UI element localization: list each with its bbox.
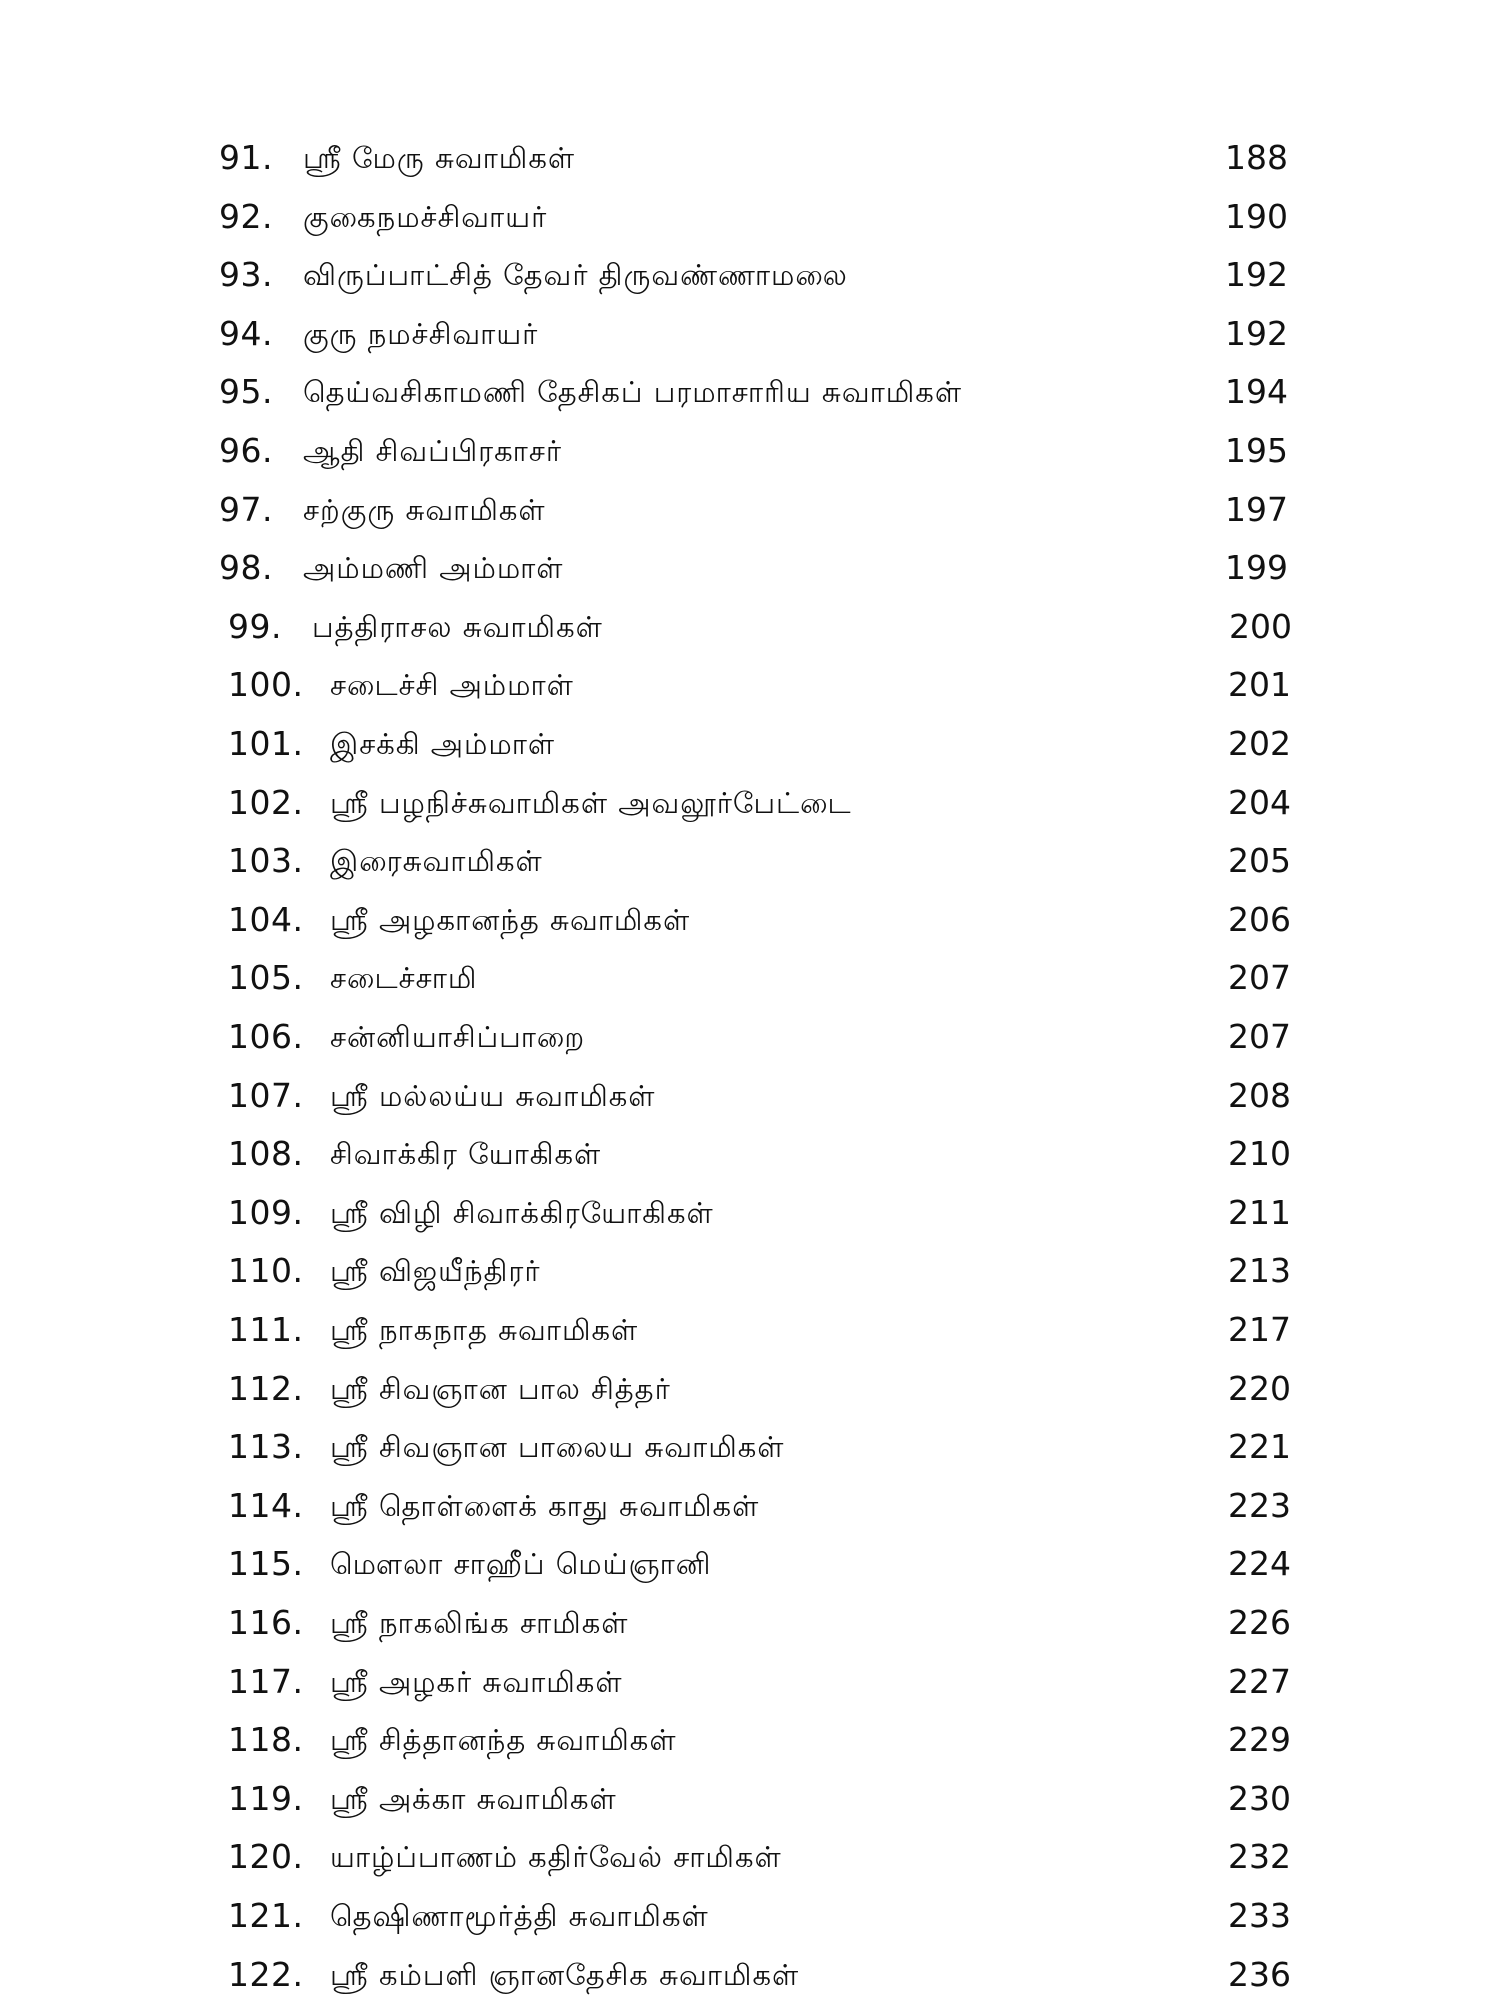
toc-entry <box>0 192 1500 242</box>
entry-title: ஸ்ரீ தொள்ளைக் காது சுவாமிகள் <box>330 1488 760 1523</box>
toc-entry <box>0 133 1500 183</box>
entry-number: 102. <box>228 782 304 822</box>
toc-entry <box>0 1422 1500 1472</box>
entry-title: ஸ்ரீ கம்பளி ஞானதேசிக சுவாமிகள் <box>330 1957 800 1992</box>
entry-number: 114. <box>228 1485 304 1525</box>
entry-number: 96. <box>219 431 273 470</box>
entry-title: ஸ்ரீ நாகலிங்க சாமிகள் <box>330 1606 629 1640</box>
entry-number: 109. <box>228 1192 304 1232</box>
entry-title: சடைச்சி அம்மாள் <box>330 668 574 703</box>
entry-number: 107. <box>228 1075 304 1115</box>
toc-entry <box>0 778 1500 828</box>
entry-page-number: 207 <box>1228 1017 1291 1056</box>
toc-entry <box>0 1774 1500 1824</box>
toc-entry <box>0 1246 1500 1296</box>
entry-title: தெய்வசிகாமணி தேசிகப் பரமாசாரிய சுவாமிகள் <box>303 375 963 410</box>
entry-title: விருப்பாட்சித் தேவர் திருவண்ணாமலை <box>303 258 848 293</box>
entry-title: இசக்கி அம்மாள் <box>330 727 556 761</box>
entry-page-number: 202 <box>1228 724 1291 763</box>
toc-entry <box>0 836 1500 886</box>
entry-page-number: 192 <box>1225 255 1288 295</box>
entry-title: அம்மணி அம்மாள் <box>303 551 564 586</box>
entry-number: 95. <box>219 372 273 412</box>
entry-number: 115. <box>228 1544 304 1584</box>
entry-number: 120. <box>228 1837 304 1877</box>
toc-entry <box>0 1188 1500 1238</box>
entry-page-number: 195 <box>1225 431 1288 470</box>
entry-title: குரு நமச்சிவாயர் <box>303 316 539 351</box>
entry-number: 119. <box>228 1778 304 1818</box>
entry-title: ஸ்ரீ அழகானந்த சுவாமிகள் <box>330 902 691 937</box>
entry-page-number: 205 <box>1228 841 1291 881</box>
toc-entry <box>0 1129 1500 1179</box>
entry-title: ஸ்ரீ விழி சிவாக்கிரயோகிகள் <box>330 1195 714 1230</box>
entry-number: 99. <box>228 606 282 646</box>
entry-title: மௌலா சாஹீப் மெய்ஞானி <box>330 1547 712 1582</box>
entry-title: ஸ்ரீ சிவஞான பாலைய சுவாமிகள் <box>330 1430 785 1465</box>
entry-page-number: 220 <box>1228 1368 1291 1408</box>
entry-number: 98. <box>219 548 273 588</box>
toc-entry <box>0 1071 1500 1121</box>
entry-page-number: 232 <box>1228 1837 1291 1877</box>
entry-title: குகைநமச்சிவாயர் <box>303 199 548 234</box>
entry-page-number: 213 <box>1228 1251 1291 1291</box>
entry-page-number: 208 <box>1228 1075 1291 1115</box>
entry-title: ஸ்ரீ சித்தானந்த சுவாமிகள் <box>330 1723 677 1758</box>
entry-title: ஸ்ரீ சிவஞான பால சித்தர் <box>330 1371 671 1406</box>
toc-entry <box>0 1832 1500 1882</box>
entry-title: ஸ்ரீ மல்லய்ய சுவாமிகள் <box>330 1078 656 1113</box>
entry-title: சற்குரு சுவாமிகள் <box>303 492 546 527</box>
toc-entry <box>0 426 1500 476</box>
entry-title: ஆதி சிவப்பிரகாசர் <box>303 434 563 468</box>
toc-entry <box>0 1657 1500 1707</box>
toc-entry <box>0 485 1500 535</box>
entry-number: 92. <box>219 196 273 236</box>
entry-page-number: 207 <box>1228 958 1291 998</box>
toc-entry <box>0 1598 1500 1648</box>
entry-page-number: 200 <box>1229 606 1292 646</box>
entry-number: 108. <box>228 1134 304 1174</box>
entry-page-number: 229 <box>1228 1720 1291 1760</box>
entry-number: 91. <box>219 138 273 177</box>
toc-entry <box>0 1481 1500 1531</box>
entry-number: 105. <box>228 958 304 998</box>
entry-title: சிவாக்கிர யோகிகள் <box>330 1137 602 1172</box>
entry-page-number: 197 <box>1225 489 1288 529</box>
entry-number: 93. <box>219 255 273 295</box>
toc-entry <box>0 719 1500 769</box>
entry-number: 97. <box>219 489 273 529</box>
entry-number: 112. <box>228 1368 304 1408</box>
entry-title: இரைசுவாமிகள் <box>330 844 543 879</box>
entry-page-number: 211 <box>1228 1192 1291 1232</box>
entry-page-number: 190 <box>1225 196 1288 236</box>
entry-number: 121. <box>228 1896 304 1935</box>
entry-number: 116. <box>228 1603 304 1642</box>
entry-page-number: 233 <box>1228 1896 1291 1935</box>
entry-title: பத்திராசல சுவாமிகள் <box>312 609 603 644</box>
entry-title: சடைச்சாமி <box>330 961 478 996</box>
toc-entry <box>0 953 1500 1003</box>
entry-title: ஸ்ரீ பழநிச்சுவாமிகள் அவலூர்பேட்டை <box>330 785 852 820</box>
entry-page-number: 192 <box>1225 313 1288 353</box>
entry-page-number: 236 <box>1228 1954 1291 1994</box>
toc-entry <box>0 250 1500 300</box>
entry-page-number: 210 <box>1228 1134 1291 1174</box>
toc-entry <box>0 660 1500 710</box>
toc-entry <box>0 895 1500 945</box>
entry-title: சன்னியாசிப்பாறை <box>330 1020 586 1054</box>
entry-number: 110. <box>228 1251 304 1291</box>
entry-page-number: 201 <box>1228 665 1291 705</box>
entry-page-number: 227 <box>1228 1661 1291 1701</box>
entry-number: 103. <box>228 841 304 881</box>
entry-page-number: 224 <box>1228 1544 1291 1584</box>
entry-page-number: 221 <box>1228 1427 1291 1467</box>
entry-number: 113. <box>228 1427 304 1467</box>
entry-number: 122. <box>228 1954 304 1994</box>
toc-entry <box>0 543 1500 593</box>
toc-entry <box>0 1364 1500 1414</box>
toc-entry <box>0 1539 1500 1589</box>
entry-page-number: 199 <box>1225 548 1288 588</box>
entry-number: 101. <box>228 724 304 763</box>
entry-page-number: 204 <box>1228 782 1291 822</box>
entry-page-number: 230 <box>1228 1778 1291 1818</box>
toc-entry <box>0 602 1500 652</box>
entry-title: ஸ்ரீ அழகர் சுவாமிகள் <box>330 1664 623 1699</box>
entry-title: யாழ்ப்பாணம் கதிர்வேல் சாமிகள் <box>330 1840 782 1875</box>
toc-entry <box>0 309 1500 359</box>
entry-number: 118. <box>228 1720 304 1760</box>
entry-page-number: 206 <box>1228 899 1291 939</box>
entry-page-number: 188 <box>1225 138 1288 177</box>
toc-entry <box>0 1715 1500 1765</box>
entry-page-number: 226 <box>1228 1603 1291 1642</box>
entry-number: 100. <box>228 665 304 705</box>
entry-title: தெஷிணாமூர்த்தி சுவாமிகள் <box>330 1899 709 1933</box>
toc-entry <box>0 1012 1500 1062</box>
entry-number: 104. <box>228 899 304 939</box>
entry-page-number: 217 <box>1228 1310 1291 1349</box>
entry-number: 111. <box>228 1310 304 1349</box>
entry-number: 117. <box>228 1661 304 1701</box>
entry-title: ஸ்ரீ அக்கா சுவாமிகள் <box>330 1781 617 1816</box>
entry-number: 94. <box>219 313 273 353</box>
entry-page-number: 223 <box>1228 1485 1291 1525</box>
toc-entry <box>0 1950 1500 2000</box>
entry-title: ஸ்ரீ மேரு சுவாமிகள் <box>303 141 576 175</box>
toc-entry <box>0 367 1500 417</box>
toc-entry <box>0 1891 1500 1941</box>
entry-title: ஸ்ரீ விஜயீந்திரர் <box>330 1254 541 1289</box>
entry-title: ஸ்ரீ நாகநாத சுவாமிகள் <box>330 1313 639 1347</box>
toc-entry <box>0 1305 1500 1355</box>
entry-page-number: 194 <box>1225 372 1288 412</box>
entry-number: 106. <box>228 1017 304 1056</box>
